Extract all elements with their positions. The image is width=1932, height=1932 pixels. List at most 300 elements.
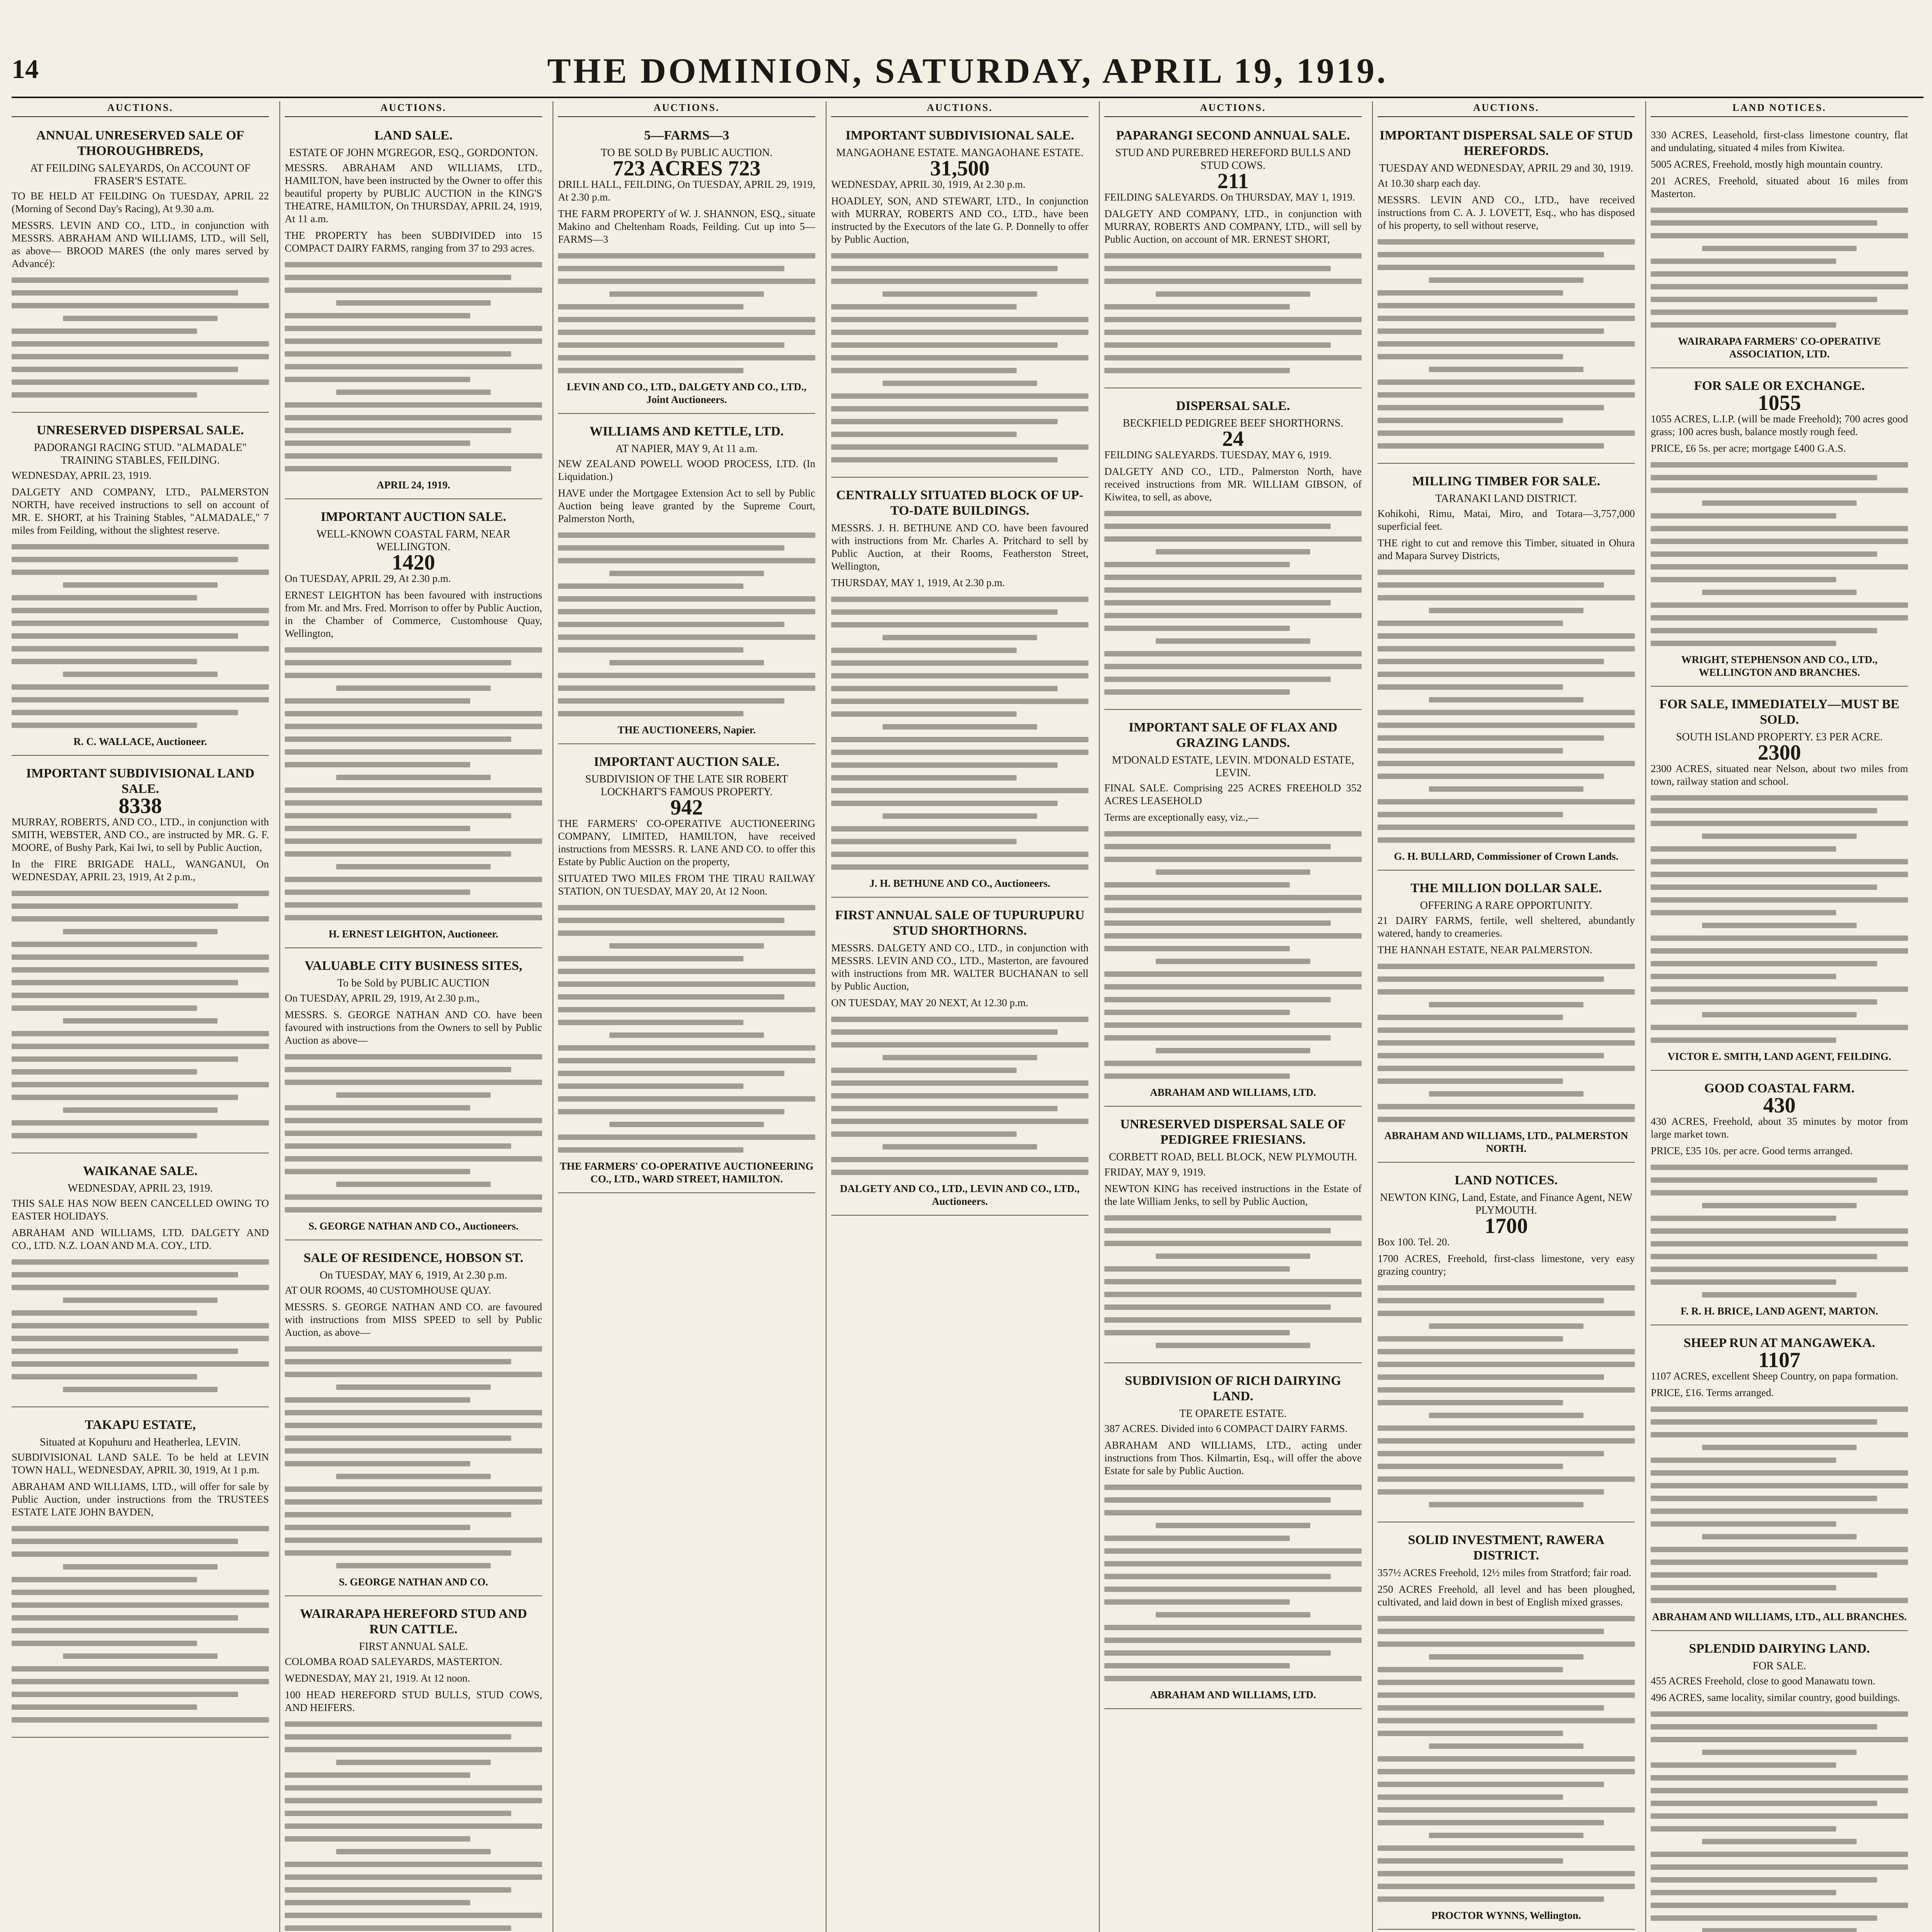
ad-body xyxy=(285,572,542,640)
text-line xyxy=(12,1374,197,1379)
ad-paragraph: WEDNESDAY, APRIL 30, 1919, At 2.30 p.m. xyxy=(831,179,1026,190)
text-line xyxy=(1378,1015,1563,1020)
text-line xyxy=(558,545,784,551)
text-line xyxy=(1104,1266,1290,1272)
text-line xyxy=(1429,1833,1583,1838)
text-line xyxy=(1651,986,1908,992)
text-line xyxy=(12,354,269,359)
text-line xyxy=(1378,430,1635,436)
ad-acreage-figure: 430 xyxy=(1763,1094,1796,1117)
ad-body xyxy=(558,817,815,898)
text-line xyxy=(285,838,542,844)
text-line xyxy=(1104,1010,1290,1015)
ad-paragraph: DALGETY AND COMPANY, LTD., PALMERSTON NORTH, have received instructions to sell on account of MR. E. SHORT, at his Training Stables, "ALMADALE," 7 miles from Feilding, without the slightest reserve. xyxy=(12,486,269,536)
ad-title: SUBDIVISION OF RICH DAIRYING LAND. xyxy=(1125,1374,1341,1403)
text-line xyxy=(285,1410,542,1415)
advertisement xyxy=(285,1601,542,1932)
text-line xyxy=(1378,646,1635,651)
text-line xyxy=(1651,1560,1908,1565)
ad-subtitle: STUD AND PUREBRED HEREFORD BULLS AND STUD COWS. xyxy=(1115,147,1351,172)
ad-body xyxy=(12,816,269,883)
text-line xyxy=(12,1336,269,1341)
text-line xyxy=(12,1005,197,1011)
text-line xyxy=(285,1499,542,1505)
advertisement xyxy=(831,902,1088,1216)
text-line xyxy=(1702,1292,1857,1298)
text-line xyxy=(285,1913,542,1918)
text-line xyxy=(1104,1241,1362,1246)
ad-paragraph: On TUESDAY, APRIL 29, 1919, At 2.30 p.m., xyxy=(285,992,480,1004)
text-line xyxy=(831,342,1058,348)
ad-title: SOLID INVESTMENT, RAWERA DISTRICT. xyxy=(1408,1533,1605,1563)
text-line xyxy=(1104,689,1290,695)
advertisement xyxy=(285,122,542,499)
text-line xyxy=(1702,1534,1857,1539)
text-line xyxy=(1651,1267,1908,1272)
text-line xyxy=(285,402,542,408)
advertisement xyxy=(12,1412,269,1738)
text-line xyxy=(1378,1027,1635,1033)
ad-title: LAND SALE. xyxy=(374,128,453,143)
text-line xyxy=(285,749,542,755)
text-line xyxy=(285,660,511,665)
text-line xyxy=(336,685,491,691)
text-line xyxy=(285,826,470,831)
text-line xyxy=(1378,379,1635,385)
text-line xyxy=(12,1551,269,1557)
text-line xyxy=(1651,1216,1836,1221)
text-line xyxy=(1651,948,1908,954)
ad-body xyxy=(1651,762,1908,788)
ad-fine-print xyxy=(12,1526,269,1723)
ad-signature: PROCTOR WYNNS, Wellington. xyxy=(1431,1910,1581,1921)
ad-title: IMPORTANT SUBDIVISIONAL LAND SALE. xyxy=(26,766,255,796)
ad-subtitle: AT FEILDING SALEYARDS, On ACCOUNT OF FRASER'S ESTATE. xyxy=(30,162,250,187)
text-line xyxy=(1651,974,1836,979)
ad-subtitle: TE OPARETE ESTATE. xyxy=(1179,1408,1287,1420)
ad-body xyxy=(1378,507,1635,562)
ad-body xyxy=(831,178,1088,246)
text-line xyxy=(285,762,470,767)
text-line xyxy=(831,330,1088,335)
text-line xyxy=(1378,1117,1635,1122)
text-line xyxy=(12,1704,197,1710)
text-line xyxy=(1104,1625,1362,1630)
ad-body xyxy=(285,162,542,255)
text-line xyxy=(558,330,815,335)
text-line xyxy=(831,457,1058,463)
text-line xyxy=(1156,1523,1310,1528)
text-line xyxy=(1651,1890,1836,1895)
text-line xyxy=(1429,1091,1583,1097)
text-line xyxy=(1104,997,1331,1002)
text-line xyxy=(12,916,269,922)
ad-paragraph: 100 HEAD HEREFORD STUD BULLS, STUD COWS, AND HEIFERS. xyxy=(285,1689,542,1713)
text-line xyxy=(12,954,269,960)
text-line xyxy=(1651,615,1908,621)
text-line xyxy=(1378,964,1635,969)
advertisement xyxy=(1378,468,1635,871)
column-rule xyxy=(1372,101,1373,1932)
ad-fine-print xyxy=(285,1721,542,1932)
text-line xyxy=(336,1092,491,1098)
text-line xyxy=(1651,322,1836,328)
text-line xyxy=(285,338,542,344)
ad-body xyxy=(1378,177,1635,232)
column-heading: LAND NOTICES. xyxy=(1651,101,1908,117)
ad-paragraph: AT OUR ROOMS, 40 CUSTOMHOUSE QUAY. xyxy=(285,1284,491,1296)
ad-fine-print xyxy=(1104,1485,1362,1681)
advertisement xyxy=(1651,691,1908,1071)
text-line xyxy=(831,597,1088,602)
text-line xyxy=(12,1095,238,1100)
text-line xyxy=(12,1082,269,1087)
text-line xyxy=(63,1653,218,1659)
ad-signature: LEVIN AND CO., LTD., DALGETY AND CO., LTD., Joint Auctioneers. xyxy=(566,381,807,405)
text-line xyxy=(1378,1387,1635,1393)
text-line xyxy=(831,1131,1017,1137)
text-line xyxy=(1104,1663,1290,1668)
ad-paragraph: THURSDAY, MAY 1, 1919, At 2.30 p.m. xyxy=(831,577,1005,588)
ad-body xyxy=(1378,1566,1635,1609)
text-line xyxy=(12,993,269,998)
text-line xyxy=(1702,1203,1857,1208)
text-line xyxy=(12,710,238,715)
text-line xyxy=(1104,664,1362,669)
text-line xyxy=(285,1397,470,1403)
column-heading: AUCTIONS. xyxy=(831,101,1088,117)
text-line xyxy=(1378,418,1563,423)
text-line xyxy=(1378,354,1563,359)
text-line xyxy=(1104,971,1362,977)
text-line xyxy=(1104,1548,1362,1554)
text-line xyxy=(285,1080,542,1085)
ad-subtitle: ESTATE OF JOHN M'GREGOR, ESQ., GORDONTON. xyxy=(289,147,538,159)
ad-signature: S. GEORGE NATHAN AND CO. xyxy=(338,1576,488,1588)
ad-signature: ABRAHAM AND WILLIAMS, LTD., ALL BRANCHES. xyxy=(1652,1611,1907,1622)
text-line xyxy=(285,800,542,806)
ad-signature: WAIRARAPA FARMERS' CO-OPERATIVE ASSOCIATION, LTD. xyxy=(1678,335,1881,360)
text-line xyxy=(285,1887,511,1893)
ad-body xyxy=(1104,449,1362,503)
text-line xyxy=(1104,304,1290,310)
column-rule xyxy=(279,101,280,1932)
advertisement xyxy=(831,482,1088,898)
text-line xyxy=(1378,684,1563,690)
text-line xyxy=(285,415,542,420)
text-line xyxy=(831,1080,1088,1086)
ad-title: VALUABLE CITY BUSINESS SITES, xyxy=(304,959,522,973)
text-line xyxy=(285,326,542,331)
ad-subtitle: SOUTH ISLAND PROPERTY. £3 PER ACRE. xyxy=(1676,731,1883,743)
ad-title: 5—FARMS—3 xyxy=(644,128,730,143)
ad-paragraph: THE HANNAH ESTATE, NEAR PALMERSTON. xyxy=(1378,944,1592,956)
text-line xyxy=(1651,1521,1836,1527)
ad-paragraph: 430 ACRES, Freehold, about 35 minutes by motor from large market town. xyxy=(1651,1116,1908,1140)
ad-title: FOR SALE, IMMEDIATELY—MUST BE SOLD. xyxy=(1659,697,1900,727)
text-line xyxy=(1378,774,1604,779)
ad-signature: ABRAHAM AND WILLIAMS, LTD. xyxy=(1150,1087,1316,1098)
text-line xyxy=(1104,317,1362,322)
text-line xyxy=(558,1134,815,1140)
text-line xyxy=(1702,1839,1857,1844)
text-line xyxy=(1104,895,1362,900)
ad-body xyxy=(831,522,1088,589)
ad-paragraph: MESSRS. S. GEORGE NATHAN AND CO. have been favoured with instructions from the Owners to sell by Public Auction as above— xyxy=(285,1009,542,1046)
column-heading: AUCTIONS. xyxy=(285,101,542,117)
ad-fine-print xyxy=(1104,511,1362,695)
ad-title: IMPORTANT AUCTION SALE. xyxy=(320,510,507,524)
text-line xyxy=(285,1207,542,1213)
text-line xyxy=(12,1069,197,1075)
text-line xyxy=(831,852,1088,857)
text-line xyxy=(285,1823,542,1829)
advertisement xyxy=(1651,1330,1908,1631)
text-line xyxy=(63,672,218,677)
ad-paragraph: PRICE, £6 5s. per acre; mortgage £400 G.A.S. xyxy=(1651,442,1846,454)
text-line xyxy=(1378,265,1635,270)
text-line xyxy=(1651,1509,1908,1514)
text-line xyxy=(285,287,542,293)
ad-acreage-figure: 31,500 xyxy=(930,156,990,180)
text-line xyxy=(831,1106,1058,1111)
text-line xyxy=(12,891,269,896)
text-line xyxy=(1104,1304,1331,1310)
ad-body xyxy=(1104,191,1362,246)
text-line xyxy=(1378,1871,1635,1876)
text-line xyxy=(558,673,815,678)
ad-title: UNRESERVED DISPERSAL SALE OF PEDIGREE FRIESIANS. xyxy=(1120,1117,1346,1147)
ad-body xyxy=(1651,1115,1908,1157)
text-line xyxy=(285,364,542,369)
text-line xyxy=(1378,392,1635,398)
text-line xyxy=(831,660,1088,666)
ad-title: IMPORTANT AUCTION SALE. xyxy=(594,755,780,769)
text-line xyxy=(12,1361,269,1367)
text-line xyxy=(558,1147,743,1153)
text-line xyxy=(558,918,784,923)
text-line xyxy=(831,648,1017,653)
text-line xyxy=(1378,1104,1635,1109)
advertisement xyxy=(1378,1527,1635,1930)
text-line xyxy=(558,583,743,589)
text-line xyxy=(336,1474,491,1479)
text-line xyxy=(1651,475,1877,480)
ad-paragraph: SUBDIVISIONAL LAND SALE. To be held at LEVIN TOWN HALL, WEDNESDAY, APRIL 30, 1919, At 1 p.m. xyxy=(12,1451,269,1476)
text-line xyxy=(1104,587,1362,593)
text-line xyxy=(12,659,197,664)
text-line xyxy=(1651,961,1877,966)
ad-subtitle: On TUESDAY, MAY 6, 1919, At 2.30 p.m. xyxy=(320,1269,507,1281)
ad-paragraph: 1700 ACRES, Freehold, first-class limestone, very easy grazing country; xyxy=(1378,1253,1635,1277)
text-line xyxy=(1651,897,1908,903)
ad-subtitle: WELL-KNOWN COASTAL FARM, NEAR WELLINGTON. xyxy=(316,528,510,553)
text-line xyxy=(1651,1190,1908,1196)
text-line xyxy=(1378,1078,1563,1084)
text-line xyxy=(1378,1336,1563,1342)
text-line xyxy=(285,428,511,433)
text-line xyxy=(1378,1425,1635,1431)
text-line xyxy=(1651,821,1908,826)
advertisement xyxy=(1104,122,1362,388)
text-line xyxy=(285,889,470,895)
text-line xyxy=(285,1747,542,1752)
text-line xyxy=(1104,626,1290,631)
text-line xyxy=(831,864,1088,870)
text-line xyxy=(831,622,1088,628)
text-line xyxy=(831,253,1088,259)
text-line xyxy=(1651,795,1908,801)
text-line xyxy=(285,711,542,716)
column-4 xyxy=(831,101,1088,1932)
text-line xyxy=(336,1563,491,1568)
ad-signature: WRIGHT, STEPHENSON AND CO., LTD., WELLINGTON AND BRANCHES. xyxy=(1681,654,1878,678)
text-line xyxy=(1651,1788,1908,1793)
text-line xyxy=(285,813,511,818)
ad-paragraph: TO BE HELD AT FEILDING On TUESDAY, APRIL 22 (Morning of Second Day's Racing), At 9.30 a.m. xyxy=(12,190,269,214)
text-line xyxy=(285,1156,542,1162)
text-line xyxy=(1378,1807,1635,1813)
advertisement xyxy=(1104,1368,1362,1709)
text-line xyxy=(1104,1599,1290,1605)
text-line xyxy=(12,1602,269,1608)
advertisement xyxy=(285,953,542,1240)
ad-body xyxy=(1104,1166,1362,1208)
text-line xyxy=(285,1054,542,1060)
text-line xyxy=(1104,562,1290,567)
text-line xyxy=(285,915,542,920)
ad-paragraph: ABRAHAM AND WILLIAMS, LTD. DALGETY AND CO., LTD. N.Z. LOAN AND M.A. COY., LTD. xyxy=(12,1227,269,1251)
ad-paragraph: COLOMBA ROAD SALEYARDS, MASTERTON. xyxy=(285,1656,502,1667)
text-line xyxy=(12,1590,269,1595)
text-line xyxy=(831,1093,1088,1099)
text-line xyxy=(831,393,1088,399)
ad-subtitle: TUESDAY AND WEDNESDAY, APRIL 29 and 30, 1919. xyxy=(1379,162,1633,174)
text-line xyxy=(831,406,1088,412)
text-line xyxy=(1702,833,1857,839)
ad-body xyxy=(12,1197,269,1252)
text-line xyxy=(1156,1048,1310,1053)
ad-paragraph: THE FARMERS' CO-OPERATIVE AUCTIONEERING COMPANY, LIMITED, HAMILTON, have received instructions from MESSRS. R. LANE AND CO. to offer this Estate by Public Auction on the property, xyxy=(558,818,815,867)
text-line xyxy=(1104,1497,1331,1503)
ad-paragraph: 387 ACRES. Divided into 6 COMPACT DAIRY FARMS. xyxy=(1104,1423,1348,1434)
text-line xyxy=(285,440,470,446)
ad-fine-print xyxy=(1651,207,1908,328)
text-line xyxy=(1104,946,1290,951)
ad-title: SALE OF RESIDENCE, HOBSON ST. xyxy=(303,1251,524,1265)
text-line xyxy=(1651,1724,1877,1730)
ad-acreage-figure: 723 ACRES 723 xyxy=(612,156,761,180)
text-line xyxy=(1104,600,1331,605)
text-line xyxy=(831,1157,1088,1162)
text-line xyxy=(63,1298,218,1303)
text-line xyxy=(1651,1813,1908,1819)
text-line xyxy=(12,1031,269,1036)
ad-body xyxy=(831,942,1088,1009)
ad-fine-print xyxy=(285,1346,542,1568)
text-line xyxy=(883,1055,1037,1060)
text-line xyxy=(1378,1464,1563,1469)
advertisement xyxy=(1104,393,1362,710)
text-line xyxy=(558,1020,743,1025)
text-line xyxy=(12,1044,269,1049)
text-line xyxy=(63,929,218,934)
ad-fine-print xyxy=(1378,239,1635,449)
ad-fine-print xyxy=(558,253,815,373)
text-line xyxy=(63,1107,218,1113)
ad-body xyxy=(558,457,815,525)
text-line xyxy=(336,389,491,395)
ad-paragraph: 250 ACRES Freehold, all level and has been ploughed, cultivated, and laid down in best of English mixed grasses. xyxy=(1378,1583,1635,1608)
text-line xyxy=(12,544,269,549)
ad-acreage-figure: 1107 xyxy=(1758,1348,1801,1372)
ad-title: SHEEP RUN AT MANGAWEKA. xyxy=(1684,1336,1875,1350)
text-line xyxy=(1651,1762,1836,1768)
ad-signature: ABRAHAM AND WILLIAMS, LTD., PALMERSTON NORTH. xyxy=(1384,1130,1628,1154)
text-line xyxy=(12,646,269,651)
text-line xyxy=(285,1486,542,1492)
text-line xyxy=(1429,1654,1583,1660)
text-line xyxy=(1378,1629,1604,1634)
text-line xyxy=(12,1526,269,1531)
ad-paragraph: MESSRS. S. GEORGE NATHAN AND CO. are favoured with instructions from MISS SPEED to sell by Public Auction, as above— xyxy=(285,1301,542,1338)
ad-body xyxy=(285,1284,542,1339)
text-line xyxy=(558,930,815,936)
text-line xyxy=(1651,233,1908,238)
text-line xyxy=(1651,1254,1877,1259)
text-line xyxy=(1104,677,1331,682)
text-line xyxy=(1429,697,1583,702)
text-line xyxy=(558,994,784,1000)
text-line xyxy=(1651,910,1836,915)
ad-paragraph: ABRAHAM AND WILLIAMS, LTD., will offer for sale by Public Auction, under instructions from the TRUSTEES ESTATE LATE JOHN BAYDEN, xyxy=(12,1481,269,1518)
text-line xyxy=(1378,1692,1635,1698)
text-line xyxy=(558,317,815,322)
text-line xyxy=(1651,628,1877,633)
text-line xyxy=(1651,207,1908,213)
text-line xyxy=(1378,316,1635,321)
text-line xyxy=(1104,908,1362,913)
text-line xyxy=(285,851,511,857)
text-line xyxy=(1651,259,1836,264)
text-line xyxy=(831,788,1088,793)
text-line xyxy=(1651,551,1877,557)
text-line xyxy=(831,609,1058,615)
text-line xyxy=(558,342,784,348)
text-line xyxy=(1378,1362,1635,1367)
ad-paragraph: ON TUESDAY, MAY 20 NEXT, At 12.30 p.m. xyxy=(831,997,1029,1009)
text-line xyxy=(1378,1794,1563,1800)
text-line xyxy=(12,942,197,947)
text-line xyxy=(1651,284,1908,289)
ad-subtitle: TARANAKI LAND DISTRICT. xyxy=(1435,493,1577,505)
text-line xyxy=(63,1018,218,1024)
text-line xyxy=(1378,1040,1635,1046)
text-line xyxy=(1378,748,1563,753)
text-line xyxy=(1651,1572,1877,1578)
text-line xyxy=(1378,761,1635,766)
text-line xyxy=(1651,1826,1836,1832)
text-line xyxy=(1156,291,1310,297)
text-line xyxy=(1378,1451,1604,1456)
text-line xyxy=(1378,812,1563,817)
column-7 xyxy=(1651,101,1908,1932)
ad-fine-print xyxy=(285,262,542,471)
text-line xyxy=(285,1785,542,1791)
text-line xyxy=(1378,1349,1635,1354)
ad-paragraph: 330 ACRES, Leasehold, first-class limestone country, flat and undulating, situated 4 miles from Kiwitea. xyxy=(1651,129,1908,153)
text-line xyxy=(12,341,269,347)
